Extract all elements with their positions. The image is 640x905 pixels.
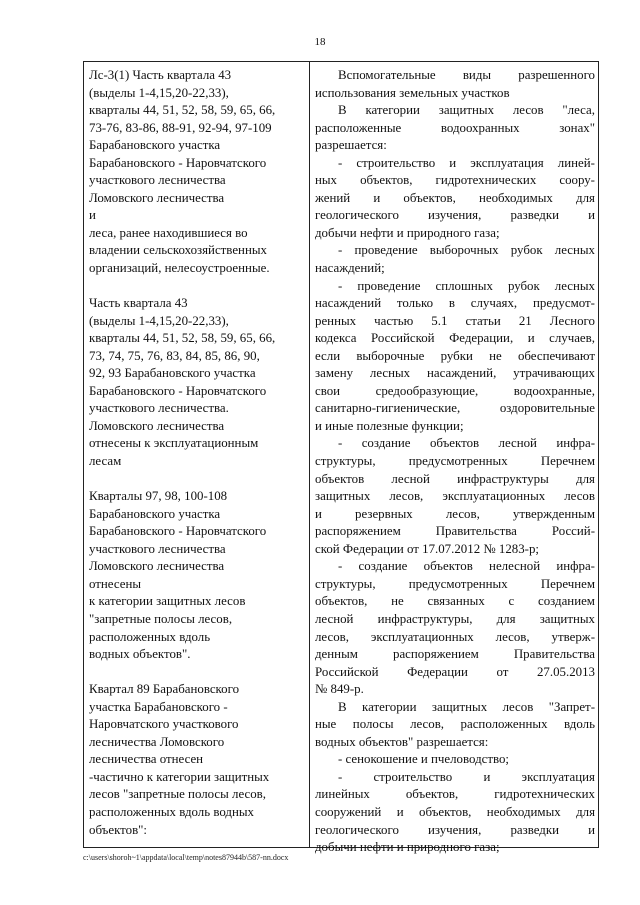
left-text-line: лесам — [89, 454, 122, 469]
right-text-line: защитных лесов, эксплуатационных лесов — [315, 489, 595, 504]
right-text-line: кодекса Российской Федерации, и случаев, — [315, 331, 595, 346]
left-text-line: Ломовского лесничества — [89, 418, 225, 433]
paragraph-gap — [89, 471, 307, 489]
left-text-line: отнесены — [89, 576, 142, 591]
right-text-line: и иные полезные функции; — [315, 418, 464, 433]
left-text-line: (выделы 1-4,15,20-22,33), — [89, 313, 229, 328]
right-text-line: ренных частью 5.1 статьи 21 Лесного — [315, 313, 595, 328]
right-text-line: - создание объектов лесной инфра- — [338, 436, 595, 451]
right-text-line: лесной инфраструктуры, для защитных — [315, 611, 595, 626]
left-text-line: участкового лесничества. — [89, 401, 229, 416]
left-text-line: Наровчатского участкового — [89, 717, 239, 732]
right-column — [315, 67, 595, 857]
right-text-line: - сенокошение и пчеловодство; — [338, 752, 510, 767]
left-text-line: Барабановского - Наровчатского — [89, 524, 267, 539]
left-text-line: Ломовского лесничества — [89, 190, 225, 205]
right-text-line: В категории защитных лесов "Запрет- — [338, 699, 595, 714]
page-number: 18 — [314, 36, 326, 48]
left-text-line: к категории защитных лесов — [89, 594, 246, 609]
left-text-line: лесничества Ломовского — [89, 734, 225, 749]
right-text-line: В категории защитных лесов "леса, — [338, 103, 595, 118]
left-text-line: леса, ранее находившиеся во — [89, 225, 248, 240]
right-text-line: ных объектов, гидротехнических соору- — [315, 173, 595, 188]
left-text-line: Барабановского участка — [89, 138, 221, 153]
document-table — [83, 61, 599, 855]
left-text-line: Ломовского лесничества — [89, 559, 225, 574]
paragraph-gap — [89, 664, 307, 682]
right-text-line: добычи нефти и природного газа; — [315, 225, 500, 240]
left-text-line: объектов": — [89, 822, 148, 837]
left-text-line: Барабановского участка — [89, 506, 221, 521]
right-text-line: сооружений и объектов, необходимых для — [315, 804, 595, 819]
right-text-line: санитарно-гигиенические, оздоровительные — [315, 401, 595, 416]
right-text-line: геологического изучения, разведки и — [315, 822, 595, 837]
right-text-line: лесов, эксплуатационных лесов, утверж- — [315, 629, 595, 644]
left-text-line: Часть квартала 43 — [89, 296, 188, 311]
right-text-line: - строительство и эксплуатация — [338, 769, 595, 784]
right-text-line: использования земельных участков — [315, 85, 510, 100]
left-text-line: расположенных вдоль — [89, 629, 211, 644]
left-text-line: лесов "запретные полосы лесов, — [89, 787, 266, 802]
left-text-line: участкового лесничества — [89, 541, 226, 556]
right-text-line: распоряжением Правительства Россий- — [315, 524, 595, 539]
right-text-line: линейных объектов, гидротехнических — [315, 787, 595, 802]
left-text-line: (выделы 1-4,15,20-22,33), — [89, 85, 229, 100]
right-text-line: расположенные водоохранных зонах" — [315, 120, 595, 135]
right-text-line: - проведение сплошных рубок лесных — [338, 278, 595, 293]
left-text-line: отнесены к эксплуатационным — [89, 436, 259, 451]
paragraph-gap — [89, 278, 307, 296]
column-divider — [309, 62, 310, 847]
left-text-line: 73, 74, 75, 76, 83, 84, 85, 86, 90, — [89, 348, 260, 363]
right-text-line: № 849-р. — [315, 682, 364, 697]
right-text-line: и резервных лесов, утвержденным — [315, 506, 595, 521]
left-text-line: Барабановского - Наровчатского — [89, 383, 267, 398]
left-text-line: "запретные полосы лесов, — [89, 611, 233, 626]
right-text-line: насаждений только в случаях, предусмот- — [315, 296, 595, 311]
right-text-line: структуры, предусмотренных Перечнем — [315, 454, 595, 469]
file-path-footer: c:\users\shoroh~1\appdata\local\temp\notes87944b\587-nn.docx — [83, 853, 289, 862]
right-text-line: денным распоряжением Правительства — [315, 647, 595, 662]
left-text-line: участкового лесничества — [89, 173, 226, 188]
right-text-line: геологического изучения, разведки и — [315, 208, 595, 223]
left-text-line: -частично к категории защитных — [89, 769, 270, 784]
left-text-line: водных объектов". — [89, 647, 191, 662]
right-text-line: ные полосы лесов, расположенных вдоль — [315, 717, 595, 732]
right-text-line: жений и объектов, необходимых для — [315, 190, 595, 205]
right-text-line: структуры, предусмотренных Перечнем — [315, 576, 595, 591]
right-text-line: Российской Федерации от 27.05.2013 — [315, 664, 595, 679]
left-text-line: лесничества отнесен — [89, 752, 204, 767]
left-text-line: Барабановского - Наровчатского — [89, 155, 267, 170]
right-text-line: Вспомогательные виды разрешенного — [338, 68, 595, 82]
right-text-line: - создание объектов нелесной инфра- — [338, 559, 595, 574]
left-text-line: участка Барабановского - — [89, 699, 228, 714]
left-text-line: кварталы 44, 51, 52, 58, 59, 65, 66, — [89, 103, 276, 118]
right-text-line: ской Федерации от 17.07.2012 № 1283-р; — [315, 541, 539, 556]
right-text-line: насаждений; — [315, 261, 385, 276]
left-text-line: Квартал 89 Барабановского — [89, 682, 240, 697]
left-text-line: владении сельскохозяйственных — [89, 243, 267, 258]
right-text-line: - проведение выборочных рубок лесных — [338, 243, 595, 258]
left-text-line: и — [89, 208, 96, 223]
left-text-line: расположенных вдоль водных — [89, 804, 254, 819]
left-text-line: кварталы 44, 51, 52, 58, 59, 65, 66, — [89, 331, 276, 346]
right-text-line: объектов, не связанных с созданием — [315, 594, 595, 609]
right-text-line: добычи нефти и природного газа; — [315, 840, 500, 855]
right-text-line: объектов лесной инфраструктуры для — [315, 471, 595, 486]
left-text-line: 73-76, 83-86, 88-91, 92-94, 97-109 — [89, 120, 272, 135]
left-text-line: организаций, нелесоустроенные. — [89, 261, 270, 276]
left-text-line: Лс-3(1) Часть квартала 43 — [89, 68, 232, 82]
right-text-line: - строительство и эксплуатация линей- — [338, 155, 595, 170]
right-text-line: водных объектов" разрешается: — [315, 734, 489, 749]
left-column — [89, 67, 307, 839]
right-text-line: если выборочные рубки не обеспечивают — [315, 348, 595, 363]
left-text-line: 92, 93 Барабановского участка — [89, 366, 256, 381]
right-text-line: разрешается: — [315, 138, 387, 153]
right-text-line: замену лесных насаждений, утрачивающих — [315, 366, 595, 381]
right-text-line: свои средообразующие, водоохранные, — [315, 383, 595, 398]
left-text-line: Кварталы 97, 98, 100-108 — [89, 489, 228, 504]
